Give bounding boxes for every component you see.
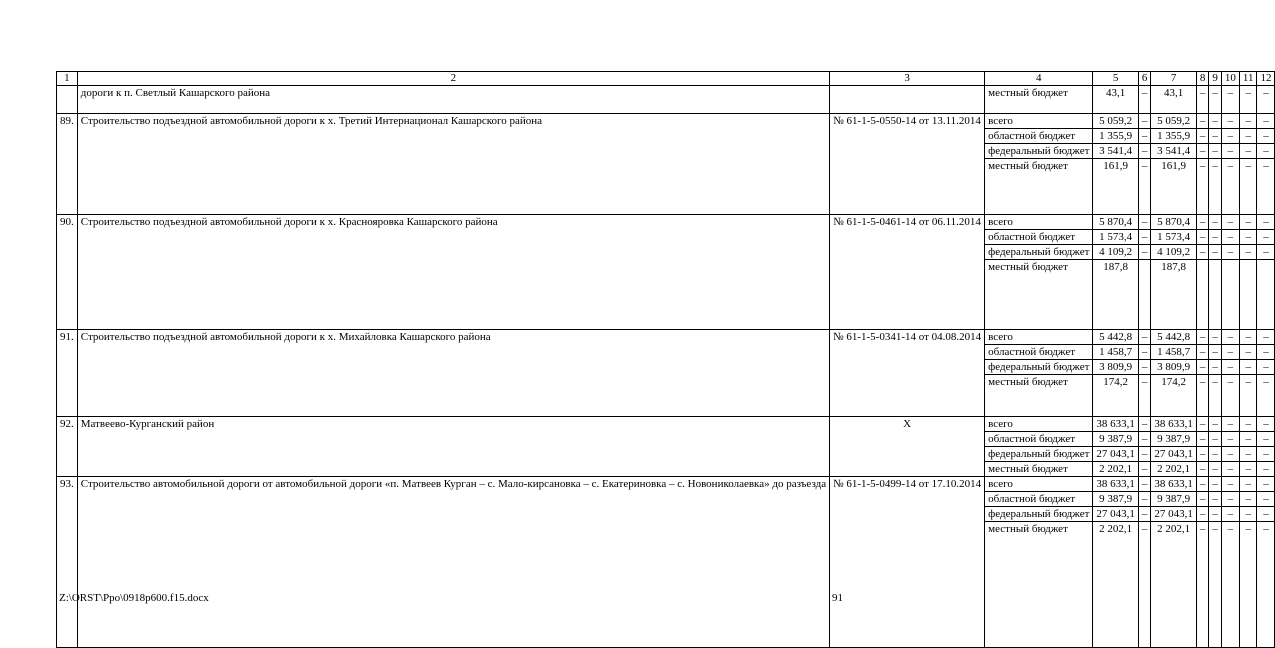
dash-cell: – xyxy=(1221,375,1239,417)
dash-cell: – xyxy=(1221,230,1239,245)
funding-source-cell: областной бюджет xyxy=(985,129,1093,144)
header-row xyxy=(57,72,1275,86)
dash-cell: – xyxy=(1239,144,1257,159)
dash-cell: – xyxy=(1239,159,1257,215)
value-cell-7: 4 109,2 xyxy=(1151,245,1197,260)
dash-cell: – xyxy=(1138,360,1151,375)
row-number-cell: 90. xyxy=(57,215,78,330)
value-cell-7: 3 541,4 xyxy=(1151,144,1197,159)
funding-source-cell: федеральный бюджет xyxy=(985,360,1093,375)
funding-source-cell: местный бюджет xyxy=(985,375,1093,417)
dash-cell: – xyxy=(1239,447,1257,462)
dash-cell: – xyxy=(1257,330,1275,345)
dash-cell: – xyxy=(1221,492,1239,507)
dash-cell: – xyxy=(1257,230,1275,245)
dash-cell: – xyxy=(1196,462,1209,477)
dash-cell: – xyxy=(1257,345,1275,360)
value-cell-5: 5 442,8 xyxy=(1093,330,1139,345)
dash-cell: – xyxy=(1257,507,1275,522)
dash-cell: – xyxy=(1138,215,1151,230)
value-cell-7: 2 202,1 xyxy=(1151,462,1197,477)
object-name-cell: Матвеево-Курганский район xyxy=(77,417,829,477)
value-cell-5: 9 387,9 xyxy=(1093,492,1139,507)
dash-cell: – xyxy=(1221,86,1239,114)
dash-cell: – xyxy=(1257,245,1275,260)
dash-cell: – xyxy=(1196,159,1209,215)
dash-cell: – xyxy=(1196,330,1209,345)
dash-cell: – xyxy=(1138,159,1151,215)
funding-source-cell: областной бюджет xyxy=(985,345,1093,360)
dash-cell: – xyxy=(1138,345,1151,360)
dash-cell: – xyxy=(1209,360,1222,375)
dash-cell: – xyxy=(1257,159,1275,215)
value-cell-5: 2 202,1 xyxy=(1093,462,1139,477)
dash-cell: – xyxy=(1257,432,1275,447)
dash-cell: – xyxy=(1138,447,1151,462)
value-cell-7: 27 043,1 xyxy=(1151,507,1197,522)
dash-cell: – xyxy=(1239,360,1257,375)
dash-cell: – xyxy=(1196,360,1209,375)
dash-cell: – xyxy=(1221,522,1239,648)
dash-cell: – xyxy=(1209,215,1222,230)
header-cell: 5 xyxy=(1093,72,1139,86)
dash-cell: – xyxy=(1209,86,1222,114)
dash-cell: – xyxy=(1138,522,1151,648)
value-cell-5: 3 541,4 xyxy=(1093,144,1139,159)
value-cell-5: 187,8 xyxy=(1093,260,1139,330)
value-cell-5: 1 355,9 xyxy=(1093,129,1139,144)
value-cell-7: 1 458,7 xyxy=(1151,345,1197,360)
funding-source-cell: областной бюджет xyxy=(985,492,1093,507)
dash-cell: – xyxy=(1138,417,1151,432)
value-cell-5: 38 633,1 xyxy=(1093,417,1139,432)
value-cell-7: 43,1 xyxy=(1151,86,1197,114)
value-cell-5: 1 573,4 xyxy=(1093,230,1139,245)
value-cell-7: 38 633,1 xyxy=(1151,417,1197,432)
dash-cell: – xyxy=(1138,507,1151,522)
funding-source-cell: федеральный бюджет xyxy=(985,144,1093,159)
dash-cell: – xyxy=(1209,477,1222,492)
header-cell: 2 xyxy=(77,72,829,86)
dash-cell: – xyxy=(1196,477,1209,492)
dash-cell: – xyxy=(1239,432,1257,447)
dash-cell: – xyxy=(1221,114,1239,129)
dash-cell: – xyxy=(1239,507,1257,522)
dash-cell: – xyxy=(1209,447,1222,462)
value-cell-5: 2 202,1 xyxy=(1093,522,1139,648)
funding-source-cell: местный бюджет xyxy=(985,86,1093,114)
dash-cell: – xyxy=(1138,144,1151,159)
document-cell: № 61-1-5-0461-14 от 06.11.2014 xyxy=(830,215,985,330)
dash-cell: – xyxy=(1196,114,1209,129)
dash-cell: – xyxy=(1221,129,1239,144)
dash-cell: – xyxy=(1239,230,1257,245)
dash-cell: – xyxy=(1239,330,1257,345)
row-number-cell: 91. xyxy=(57,330,78,417)
budget-table xyxy=(56,71,1275,648)
funding-source-cell: областной бюджет xyxy=(985,432,1093,447)
value-cell-5: 161,9 xyxy=(1093,159,1139,215)
dash-cell: – xyxy=(1239,215,1257,230)
value-cell-5: 27 043,1 xyxy=(1093,447,1139,462)
value-cell-5: 27 043,1 xyxy=(1093,507,1139,522)
row-number-cell xyxy=(57,86,78,114)
dash-cell: – xyxy=(1257,492,1275,507)
dash-cell: – xyxy=(1221,330,1239,345)
dash-cell: – xyxy=(1257,375,1275,417)
dash-cell: – xyxy=(1239,345,1257,360)
dash-cell: – xyxy=(1138,230,1151,245)
object-name-cell: Строительство подъездной автомобильной дороги к х. Третий Интернационал Кашарского района xyxy=(77,114,829,215)
row-number-cell: 89. xyxy=(57,114,78,215)
dash-cell: – xyxy=(1209,245,1222,260)
value-cell-5: 174,2 xyxy=(1093,375,1139,417)
dash-cell: – xyxy=(1196,417,1209,432)
dash-cell: – xyxy=(1138,330,1151,345)
funding-source-cell: всего xyxy=(985,114,1093,129)
dash-cell: – xyxy=(1239,417,1257,432)
dash-cell: – xyxy=(1239,129,1257,144)
dash-cell: – xyxy=(1209,345,1222,360)
value-cell-7: 5 059,2 xyxy=(1151,114,1197,129)
dash-cell: – xyxy=(1257,477,1275,492)
dash-cell: – xyxy=(1209,375,1222,417)
dash-cell xyxy=(1138,260,1151,330)
object-name-cell: Строительство автомобильной дороги от автомобильной дороги «п. Матвеев Курган – с. Мало-кирсановка – с. Екатериновка – с. Новониколаевка» до разъезда xyxy=(77,477,829,648)
dash-cell: – xyxy=(1209,144,1222,159)
dash-cell: – xyxy=(1221,477,1239,492)
dash-cell: – xyxy=(1209,230,1222,245)
value-cell-7: 38 633,1 xyxy=(1151,477,1197,492)
table-row xyxy=(57,330,1275,345)
value-cell-5: 5 059,2 xyxy=(1093,114,1139,129)
dash-cell: – xyxy=(1209,522,1222,648)
dash-cell xyxy=(1239,260,1257,330)
dash-cell: – xyxy=(1196,432,1209,447)
dash-cell: – xyxy=(1196,144,1209,159)
dash-cell: – xyxy=(1196,492,1209,507)
dash-cell: – xyxy=(1239,114,1257,129)
dash-cell: – xyxy=(1196,129,1209,144)
dash-cell: – xyxy=(1221,447,1239,462)
row-number-cell: 93. xyxy=(57,477,78,648)
funding-source-cell: федеральный бюджет xyxy=(985,507,1093,522)
document-cell: Х xyxy=(830,417,985,477)
dash-cell: – xyxy=(1138,86,1151,114)
dash-cell: – xyxy=(1138,114,1151,129)
value-cell-7: 1 355,9 xyxy=(1151,129,1197,144)
funding-source-cell: всего xyxy=(985,330,1093,345)
value-cell-7: 1 573,4 xyxy=(1151,230,1197,245)
dash-cell xyxy=(1221,260,1239,330)
dash-cell xyxy=(1196,260,1209,330)
value-cell-7: 9 387,9 xyxy=(1151,492,1197,507)
dash-cell: – xyxy=(1209,330,1222,345)
dash-cell: – xyxy=(1209,159,1222,215)
funding-source-cell: местный бюджет xyxy=(985,159,1093,215)
dash-cell xyxy=(1209,260,1222,330)
funding-source-cell: местный бюджет xyxy=(985,260,1093,330)
funding-source-cell: всего xyxy=(985,417,1093,432)
dash-cell: – xyxy=(1239,462,1257,477)
value-cell-7: 161,9 xyxy=(1151,159,1197,215)
table-row xyxy=(57,215,1275,230)
value-cell-7: 27 043,1 xyxy=(1151,447,1197,462)
funding-source-cell: всего xyxy=(985,215,1093,230)
value-cell-7: 5 442,8 xyxy=(1151,330,1197,345)
dash-cell: – xyxy=(1221,417,1239,432)
dash-cell: – xyxy=(1138,245,1151,260)
dash-cell: – xyxy=(1138,477,1151,492)
dash-cell: – xyxy=(1209,129,1222,144)
document-cell: № 61-1-5-0341-14 от 04.08.2014 xyxy=(830,330,985,417)
dash-cell: – xyxy=(1209,492,1222,507)
dash-cell: – xyxy=(1239,245,1257,260)
value-cell-5: 9 387,9 xyxy=(1093,432,1139,447)
header-cell: 9 xyxy=(1209,72,1222,86)
funding-source-cell: федеральный бюджет xyxy=(985,245,1093,260)
value-cell-5: 3 809,9 xyxy=(1093,360,1139,375)
dash-cell: – xyxy=(1138,492,1151,507)
dash-cell: – xyxy=(1221,507,1239,522)
dash-cell: – xyxy=(1221,159,1239,215)
dash-cell: – xyxy=(1221,432,1239,447)
dash-cell: – xyxy=(1196,230,1209,245)
dash-cell: – xyxy=(1221,215,1239,230)
dash-cell: – xyxy=(1239,477,1257,492)
dash-cell: – xyxy=(1221,245,1239,260)
dash-cell: – xyxy=(1138,375,1151,417)
dash-cell: – xyxy=(1196,447,1209,462)
dash-cell: – xyxy=(1209,114,1222,129)
value-cell-7: 9 387,9 xyxy=(1151,432,1197,447)
dash-cell: – xyxy=(1221,345,1239,360)
header-cell: 7 xyxy=(1151,72,1197,86)
header-cell: 12 xyxy=(1257,72,1275,86)
table-row xyxy=(57,114,1275,129)
object-name-cell: Строительство подъездной автомобильной дороги к х. Михайловка Кашарского района xyxy=(77,330,829,417)
value-cell-5: 1 458,7 xyxy=(1093,345,1139,360)
continuation-row xyxy=(57,86,1275,114)
dash-cell: – xyxy=(1196,345,1209,360)
dash-cell: – xyxy=(1196,215,1209,230)
footer-page-number: 91 xyxy=(832,592,843,604)
row-number-cell: 92. xyxy=(57,417,78,477)
dash-cell: – xyxy=(1239,522,1257,648)
dash-cell: – xyxy=(1257,447,1275,462)
dash-cell: – xyxy=(1196,522,1209,648)
dash-cell: – xyxy=(1138,462,1151,477)
dash-cell: – xyxy=(1196,86,1209,114)
dash-cell xyxy=(1257,260,1275,330)
object-name-cell: дороги к п. Светлый Кашарского района xyxy=(77,86,829,114)
dash-cell: – xyxy=(1239,492,1257,507)
funding-source-cell: всего xyxy=(985,477,1093,492)
dash-cell: – xyxy=(1221,462,1239,477)
dash-cell: – xyxy=(1257,129,1275,144)
value-cell-7: 174,2 xyxy=(1151,375,1197,417)
header-cell: 10 xyxy=(1221,72,1239,86)
dash-cell: – xyxy=(1239,86,1257,114)
dash-cell: – xyxy=(1138,432,1151,447)
value-cell-5: 5 870,4 xyxy=(1093,215,1139,230)
funding-source-cell: федеральный бюджет xyxy=(985,447,1093,462)
dash-cell: – xyxy=(1209,417,1222,432)
header-cell: 6 xyxy=(1138,72,1151,86)
dash-cell: – xyxy=(1257,522,1275,648)
header-cell: 8 xyxy=(1196,72,1209,86)
dash-cell: – xyxy=(1257,144,1275,159)
dash-cell: – xyxy=(1257,86,1275,114)
table-body xyxy=(57,72,1275,648)
funding-source-cell: местный бюджет xyxy=(985,522,1093,648)
footer-file-path: Z:\ORST\Ppo\0918p600.f15.docx xyxy=(59,592,209,604)
dash-cell: – xyxy=(1138,129,1151,144)
value-cell-7: 187,8 xyxy=(1151,260,1197,330)
header-cell: 4 xyxy=(985,72,1093,86)
value-cell-7: 2 202,1 xyxy=(1151,522,1197,648)
dash-cell: – xyxy=(1209,432,1222,447)
document-cell: № 61-1-5-0499-14 от 17.10.2014 xyxy=(830,477,985,648)
object-name-cell: Строительство подъездной автомобильной дороги к х. Краснояровка Кашарского района xyxy=(77,215,829,330)
header-cell: 3 xyxy=(830,72,985,86)
value-cell-5: 38 633,1 xyxy=(1093,477,1139,492)
value-cell-5: 43,1 xyxy=(1093,86,1139,114)
dash-cell: – xyxy=(1257,360,1275,375)
dash-cell: – xyxy=(1257,462,1275,477)
document-cell: № 61-1-5-0550-14 от 13.11.2014 xyxy=(830,114,985,215)
value-cell-7: 5 870,4 xyxy=(1151,215,1197,230)
header-cell: 11 xyxy=(1239,72,1257,86)
table-row xyxy=(57,417,1275,432)
dash-cell: – xyxy=(1196,375,1209,417)
dash-cell: – xyxy=(1257,114,1275,129)
value-cell-7: 3 809,9 xyxy=(1151,360,1197,375)
document-cell xyxy=(830,86,985,114)
dash-cell: – xyxy=(1257,417,1275,432)
dash-cell: – xyxy=(1257,215,1275,230)
value-cell-5: 4 109,2 xyxy=(1093,245,1139,260)
dash-cell: – xyxy=(1196,507,1209,522)
dash-cell: – xyxy=(1209,462,1222,477)
table-row xyxy=(57,477,1275,492)
funding-source-cell: местный бюджет xyxy=(985,462,1093,477)
funding-source-cell: областной бюджет xyxy=(985,230,1093,245)
dash-cell: – xyxy=(1239,375,1257,417)
dash-cell: – xyxy=(1221,360,1239,375)
dash-cell: – xyxy=(1221,144,1239,159)
header-cell: 1 xyxy=(57,72,78,86)
dash-cell: – xyxy=(1209,507,1222,522)
dash-cell: – xyxy=(1196,245,1209,260)
